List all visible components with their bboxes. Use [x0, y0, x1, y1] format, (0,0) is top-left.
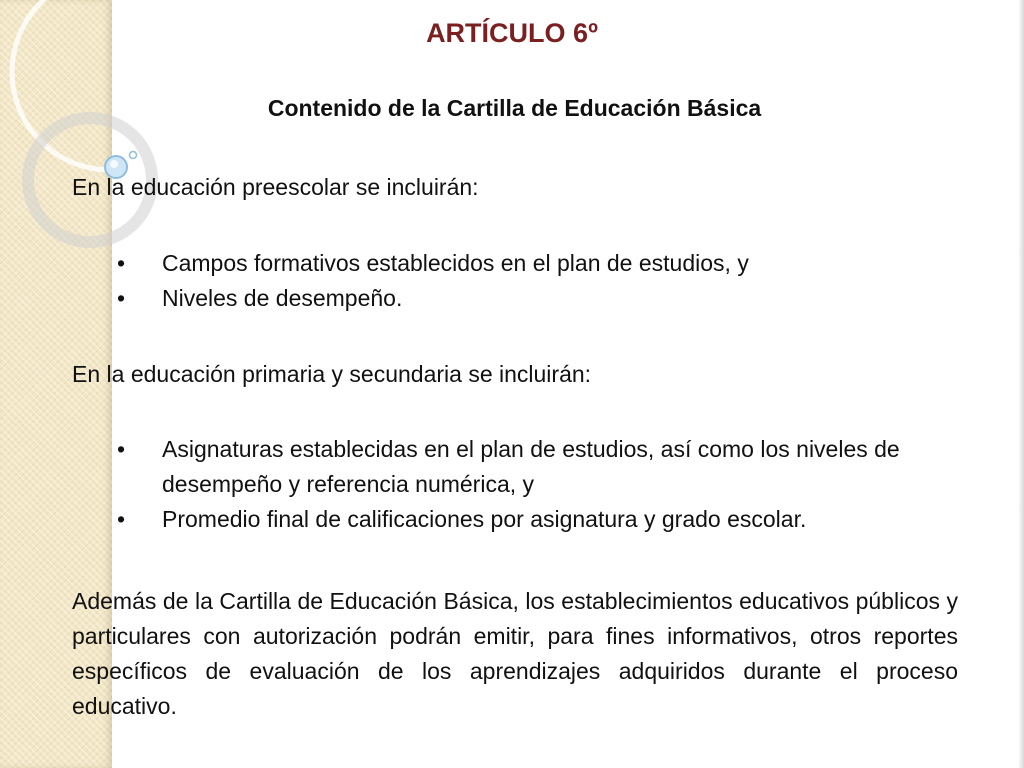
list-item	[117, 432, 947, 502]
primaria-intro: En la educación primaria y secundaria se incluirán:	[72, 361, 592, 387]
closing-paragraph: Además de la Cartilla de Educación Básica, los establecimientos educativos públicos y particulares con autorización podrán emitir, para fines informativos, otros reportes específicos de evaluación de los aprendizajes adquiridos durante el proceso educativo.	[72, 588, 958, 719]
preescolar-list	[117, 246, 977, 316]
list-item-text: Niveles de desempeño.	[162, 285, 403, 311]
list-item	[117, 502, 947, 537]
list-item-text: Promedio final de calificaciones por asignatura y grado escolar.	[162, 506, 807, 532]
primaria-list	[117, 432, 947, 537]
list-item-text: Campos formativos establecidos en el plan de estudios, y	[162, 250, 749, 276]
list-item	[117, 281, 977, 316]
slide-edge-shadow	[1018, 0, 1024, 768]
bullet-icon: •	[117, 285, 126, 311]
bullet-icon: •	[117, 250, 126, 276]
preescolar-intro: En la educación preescolar se incluirán:	[72, 174, 479, 200]
list-item	[117, 246, 977, 281]
slide-title: ARTÍCULO 6º	[426, 18, 598, 48]
bullet-icon: •	[117, 436, 126, 462]
slide-subtitle: Contenido de la Cartilla de Educación Básica	[267, 95, 762, 121]
list-item-text: Asignaturas establecidas en el plan de estudios, así como los niveles de desempeño y referencia numérica, y	[162, 436, 900, 497]
bullet-icon: •	[117, 506, 126, 532]
